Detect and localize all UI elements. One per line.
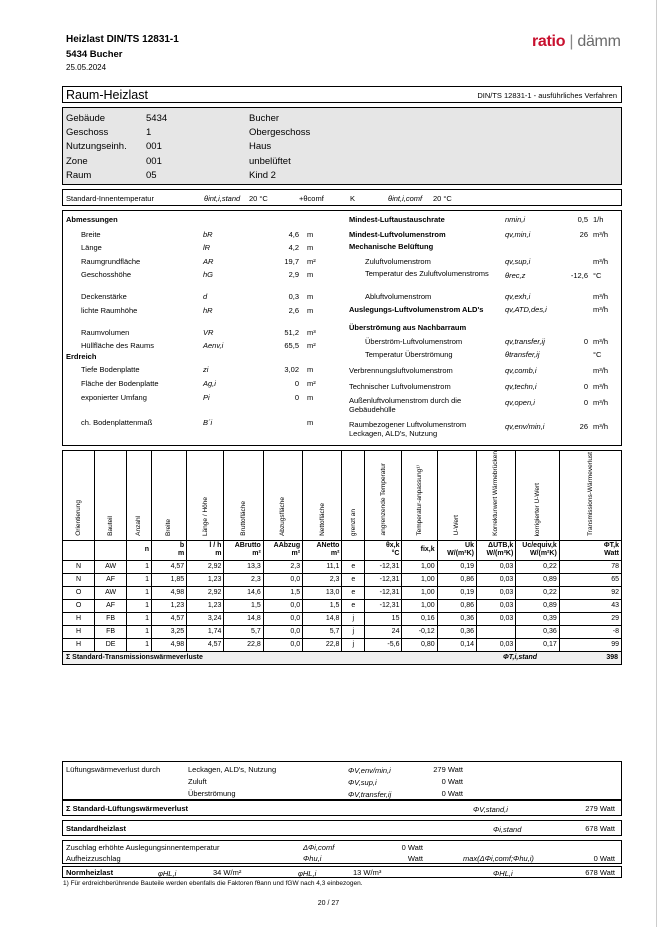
table-cell: H <box>63 638 95 651</box>
ventilation-value: 279 Watt <box>433 765 463 774</box>
dimension-symbol: B´i <box>203 418 213 427</box>
dimension-value: 4,2 <box>288 243 299 253</box>
table-cell: e <box>342 599 365 612</box>
table-unit: θx,k °C <box>365 540 402 560</box>
table-cell: 0,36 <box>516 625 559 638</box>
dimension-value: 3,02 <box>284 365 299 374</box>
table-cell: 65 <box>559 573 621 586</box>
table-cell: 0,89 <box>516 573 559 586</box>
ventilation-sum-value: 279 Watt <box>585 804 615 813</box>
dimension-symbol: AR <box>203 256 214 266</box>
table-cell: 1 <box>127 612 152 625</box>
table-cell: 4,98 <box>152 586 187 599</box>
ventilation-label: Lüftungswärmeverlust durch <box>66 765 161 774</box>
table-cell: 0,03 <box>476 560 515 573</box>
table-cell: 0,19 <box>437 560 476 573</box>
table-cell: 1,23 <box>152 599 187 612</box>
table-cell: 4,98 <box>152 638 187 651</box>
table-cell: -5,6 <box>365 638 402 651</box>
table-cell: j <box>342 638 365 651</box>
table-cell: 0,14 <box>437 638 476 651</box>
ventilation-sum-box <box>62 800 622 816</box>
footnote: 1) Für erdreichberührende Bauteile werden ebenfalls die Faktoren fθann und fGW nach 4,3 einbezogen. <box>63 880 363 887</box>
table-cell: 99 <box>559 638 621 651</box>
ventilation-symbol: ΦV,env/min,i <box>348 766 391 775</box>
dimension-symbol: hR <box>203 305 213 315</box>
table-cell: 1 <box>127 560 152 573</box>
dimension-value: 2,6 <box>288 305 299 315</box>
table-cell: 11,1 <box>303 560 342 573</box>
table-cell: 0,36 <box>437 625 476 638</box>
table-cell: -12,31 <box>365 586 402 599</box>
dimension-unit: m <box>307 305 314 315</box>
table-row <box>63 599 622 612</box>
table-cell: 13,0 <box>303 586 342 599</box>
table-cell: 1 <box>127 599 152 612</box>
table-cell: 0,80 <box>402 638 437 651</box>
table-cell: 0,17 <box>516 638 559 651</box>
dimension-symbol: Pi <box>203 393 210 402</box>
table-header: Temperatur-anpassung¹⁾ <box>402 451 437 541</box>
document-header <box>66 34 179 72</box>
table-unit: ANetto m² <box>303 540 342 560</box>
table-cell: H <box>63 612 95 625</box>
table-cell: 3,24 <box>187 612 224 625</box>
surcharge-value: Watt <box>407 854 423 863</box>
ventilation-item: Überströmung <box>188 789 236 798</box>
table-unit: l / h m <box>187 540 224 560</box>
table-cell: 14,8 <box>303 612 342 625</box>
dimension-unit: m³ <box>307 327 316 337</box>
table-cell: 2,92 <box>187 560 224 573</box>
table-cell: 0,22 <box>516 560 559 573</box>
table-cell: j <box>342 612 365 625</box>
table-cell: 1,00 <box>402 599 437 612</box>
table-cell: 14,8 <box>224 612 263 625</box>
ventilation-sum-symbol: ΦV,stand,i <box>473 805 508 814</box>
dimensions-box: Abmessungen Breite bR 4,6 m Länge lR 4,2 m Raumgrundfläche AR 19,7 m² Geschosshöhe hG 2,9 m Deckenstärke d 0,3 m lichte Raumhöhe hR 2,6 m Raumvolumen VR 51,2 m³ Hüllfläche des Raums Aenv,i 65,5 m² Erdreich Tiefe Bodenplatte zi 3,02 m Fläche der Bodenplatte Ag,i 0 m² exponierter Umfang Pi 0 m ch. Bodenplattenmaß B´i m Mindest-Luftaustauschrate nmin,i 0,5 1/h Mindest-Luftvolumenstrom qv,min,i 26 m³/h Mechanische Belüftung Zuluftvolumenstrom qv,sup,i m³/h Temperatur des Zuluftvolumenstroms θrec,z -12,6 °C Abluftvolumenstrom qv,exh,i m³/h Auslegungs-Luftvolumenstrom ALD's qv,ATD,des,i m³/h Überströmung aus Nachbarraum Überström-Luftvolumenstrom qv,transfer,ij 0 m³/h Temperatur Überströmung θtransfer,ij °C Verbrennungsluftvolumenstrom qv,comb,i m³/h Technischer Luftvolumenstrom qv,techn,i 0 m³/h Außenluftvolumenstrom durch die Gebäudehülle qv,open,i 0 m³/h Raumbezogener Luftvolumenstrom Leckagen, ALD's, Nutzung qv,env/min,i 26 m³/h <box>62 210 622 446</box>
table-unit: Uc/equiv,k W/(m²K) <box>516 540 559 560</box>
standard-temperature-row: Standard-Innentemperatur θint,i,stand 20 °C +θcomf K θint,i,comf 20 °C <box>62 189 622 206</box>
table-cell: 5,7 <box>224 625 263 638</box>
table-header: Korrekturwert Wärmebrücken <box>476 451 515 541</box>
table-row <box>63 560 622 573</box>
table-cell: 5,7 <box>303 625 342 638</box>
table-cell: 0,39 <box>516 612 559 625</box>
table-cell: -0,12 <box>402 625 437 638</box>
norm-value: 34 W/m² <box>213 868 242 877</box>
surcharge-symbol: ΔΦi,comf <box>303 843 335 852</box>
table-unit: AAbzug m² <box>263 540 302 560</box>
dimension-unit: m <box>307 243 314 253</box>
table-cell: 0,0 <box>263 638 302 651</box>
dimension-label: Fläche der Bodenplatte <box>81 379 159 388</box>
table-cell: -12,31 <box>365 573 402 586</box>
table-cell: AF <box>95 599 127 612</box>
table-unit: ΦT,k Watt <box>559 540 621 560</box>
table-cell: 22,8 <box>303 638 342 651</box>
table-unit: fix,k <box>402 540 437 560</box>
dimension-symbol: Aenv,i <box>203 341 224 351</box>
table-cell: 1 <box>127 638 152 651</box>
table-cell: -8 <box>559 625 621 638</box>
dimension-symbol: zi <box>203 365 209 374</box>
table-header: grenzt an <box>342 451 365 541</box>
table-cell: 14,6 <box>224 586 263 599</box>
table-header: U-Wert <box>437 451 476 541</box>
table-unit: b m <box>152 540 187 560</box>
norm-symbol: φHL,i <box>298 869 317 878</box>
table-cell: 1,5 <box>263 586 302 599</box>
transmission-table <box>62 450 622 665</box>
dimension-value: 0 <box>294 379 299 388</box>
table-header: Bauteil <box>95 451 127 541</box>
dimension-value: 19,7 <box>284 256 299 266</box>
surcharge-label: Zuschlag erhöhte Auslegungsinnentemperatur <box>66 843 220 852</box>
dimension-label: Deckenstärke <box>81 292 127 302</box>
ventilation-value: 0 Watt <box>441 777 463 786</box>
table-cell: 24 <box>365 625 402 638</box>
table-cell: 0,16 <box>402 612 437 625</box>
norm-symbol: ΦHL,i <box>493 869 513 878</box>
table-header: Transmissions-Wärmeverlust <box>559 451 621 541</box>
table-unit <box>95 540 127 560</box>
surcharge-max-symbol: max(ΔΦi,comf;Φhu,i) <box>463 854 534 863</box>
table-cell: 2,92 <box>187 586 224 599</box>
table-unit: n <box>127 540 152 560</box>
dimension-label: Länge <box>81 243 102 253</box>
table-row <box>63 612 622 625</box>
table-header: Nettofläche <box>303 451 342 541</box>
table-cell: 0,89 <box>516 599 559 612</box>
table-cell: 78 <box>559 560 621 573</box>
table-cell: 0,03 <box>476 612 515 625</box>
table-cell: 1 <box>127 573 152 586</box>
dimension-label: lichte Raumhöhe <box>81 305 138 315</box>
document-title: Heizlast DIN/TS 12831-1 <box>66 34 179 45</box>
norm-value: 13 W/m³ <box>353 868 382 877</box>
norm-heatload-box <box>62 866 622 878</box>
table-cell: 0,03 <box>476 573 515 586</box>
table-cell: AW <box>95 586 127 599</box>
ventilation-symbol: ΦV,transfer,ij <box>348 790 392 799</box>
surcharge-label: Aufheizzuschlag <box>66 854 121 863</box>
table-unit <box>342 540 365 560</box>
table-cell: 0,86 <box>437 599 476 612</box>
norm-heatload-value: 678 Watt <box>585 868 615 877</box>
table-cell: 1,23 <box>187 599 224 612</box>
table-row <box>63 586 622 599</box>
table-cell: FB <box>95 612 127 625</box>
table-cell: N <box>63 560 95 573</box>
dimension-label: ch. Bodenplattenmaß <box>81 418 153 427</box>
table-cell: 13,3 <box>224 560 263 573</box>
table-cell: FB <box>95 625 127 638</box>
dimension-unit: m <box>307 418 314 427</box>
ventilation-sum-label: Σ Standard-Lüftungswärmeverlust <box>66 804 189 813</box>
dimension-unit: m² <box>307 256 316 266</box>
page-number: 20 / 27 <box>317 900 340 907</box>
table-cell: 43 <box>559 599 621 612</box>
table-header: Anzahl <box>127 451 152 541</box>
table-cell: 1,00 <box>402 586 437 599</box>
info-values: Bucher Obergeschoss Haus unbelüftet Kind 2 <box>249 113 311 181</box>
table-row <box>63 625 622 638</box>
table-unit: ABrutto m² <box>224 540 263 560</box>
dimension-symbol: lR <box>203 243 211 253</box>
table-cell: N <box>63 573 95 586</box>
table-unit: Uk W/(m²K) <box>437 540 476 560</box>
surcharge-symbol: Φhu,i <box>303 854 322 863</box>
dimension-value: 0 <box>294 393 299 402</box>
dimension-value: 2,9 <box>288 269 299 279</box>
dimension-symbol: VR <box>203 327 214 337</box>
table-cell: 1,85 <box>152 573 187 586</box>
method-label: DIN/TS 12831-1 - ausführliches Verfahren <box>477 91 617 100</box>
table-cell: 0,22 <box>516 586 559 599</box>
table-header: angrenzende Temperatur <box>365 451 402 541</box>
table-header: korrigierter U-Wert <box>516 451 559 541</box>
norm-symbol: φHL,i <box>158 869 177 878</box>
table-cell: 0,03 <box>476 599 515 612</box>
table-cell: H <box>63 625 95 638</box>
table-cell: 92 <box>559 586 621 599</box>
table-cell: 0,0 <box>263 573 302 586</box>
table-cell: 1,00 <box>402 573 437 586</box>
dimension-unit: m <box>307 393 314 402</box>
transmission-sum-row: Σ Standard-Transmissionswärmeverluste ΦT,i,stand 398 <box>62 652 622 665</box>
table-cell: AW <box>95 560 127 573</box>
section-title-bar <box>62 86 622 103</box>
table-cell: 0,86 <box>437 573 476 586</box>
dimension-unit: m² <box>307 341 316 351</box>
table-cell: 1,23 <box>187 573 224 586</box>
info-codes: 5434 1 001 001 05 <box>146 113 168 181</box>
table-cell: O <box>63 586 95 599</box>
table-cell: AF <box>95 573 127 586</box>
dimension-value: 0,3 <box>288 292 299 302</box>
surcharge-max-value: 0 Watt <box>593 854 615 863</box>
abmessungen-heading: Abmessungen <box>66 215 118 224</box>
table-cell: 1 <box>127 586 152 599</box>
table-header: Orientierung <box>63 451 95 541</box>
dimension-symbol: d <box>203 292 208 302</box>
table-cell: 0,03 <box>476 638 515 651</box>
table-cell: -12,31 <box>365 560 402 573</box>
dimension-unit: m <box>307 365 314 374</box>
table-cell: 1 <box>127 625 152 638</box>
table-cell: O <box>63 599 95 612</box>
company-logo: ratio | dämm <box>532 33 621 50</box>
ventilation-value: 0 Watt <box>441 789 463 798</box>
ventilation-symbol: ΦV,sup,i <box>348 778 377 787</box>
info-labels: Gebäude Geschoss Nutzungseinh. Zone Raum <box>66 113 127 181</box>
dimension-label: Breite <box>81 230 101 239</box>
dimension-value: 65,5 <box>284 341 299 351</box>
table-row <box>63 638 622 651</box>
dimension-unit: m² <box>307 379 316 388</box>
table-cell: 0,0 <box>263 599 302 612</box>
table-cell: 1,5 <box>303 599 342 612</box>
dimension-symbol: bR <box>203 230 213 239</box>
table-cell: j <box>342 625 365 638</box>
table-cell: 3,25 <box>152 625 187 638</box>
ventilation-item: Zuluft <box>188 777 207 786</box>
dimension-label: Geschosshöhe <box>81 269 132 279</box>
room-info-box <box>62 107 622 185</box>
table-cell: 1,74 <box>187 625 224 638</box>
table-unit: ΔUTB,k W/(m²K) <box>476 540 515 560</box>
dimension-symbol: hG <box>203 269 214 279</box>
dimension-label: exponierter Umfang <box>81 393 147 402</box>
dimension-symbol: Ag,i <box>203 379 216 388</box>
standard-heatload-label: Standardheizlast <box>66 824 127 833</box>
table-cell: DE <box>95 638 127 651</box>
standard-heatload-symbol: Φi,stand <box>493 825 522 834</box>
surcharge-value: 0 Watt <box>401 843 423 852</box>
table-cell: 0,19 <box>437 586 476 599</box>
table-cell: e <box>342 560 365 573</box>
table-cell <box>476 625 515 638</box>
dimension-unit: m <box>307 230 314 239</box>
section-title: Raum-Heizlast <box>66 88 148 102</box>
dimension-label: Hüllfläche des Raums <box>81 341 154 351</box>
dimension-unit: m <box>307 292 314 302</box>
standard-heatload-box <box>62 820 622 836</box>
table-cell: 15 <box>365 612 402 625</box>
table-header: Abzugsfläche <box>263 451 302 541</box>
table-cell: e <box>342 586 365 599</box>
table-header: Länge / Höhe <box>187 451 224 541</box>
table-cell: 29 <box>559 612 621 625</box>
table-cell: 0,0 <box>263 612 302 625</box>
ventilation-loss-box <box>62 761 622 800</box>
table-cell: 22,8 <box>224 638 263 651</box>
table-cell: e <box>342 573 365 586</box>
table-cell: 0,03 <box>476 586 515 599</box>
table-cell: 1,00 <box>402 560 437 573</box>
dimension-value: 51,2 <box>284 327 299 337</box>
dimension-label: Raumgrundfläche <box>81 256 141 266</box>
table-header: Breite <box>152 451 187 541</box>
table-unit <box>63 540 95 560</box>
standard-heatload-value: 678 Watt <box>585 824 615 833</box>
dimension-unit: m <box>307 269 314 279</box>
table-cell: 4,57 <box>187 638 224 651</box>
document-date: 25.05.2024 <box>66 63 107 72</box>
surcharge-box <box>62 840 622 864</box>
table-row <box>63 573 622 586</box>
project-name: 5434 Bucher <box>66 49 123 60</box>
dimension-label: Raumvolumen <box>81 327 130 337</box>
table-cell: 2,3 <box>303 573 342 586</box>
dimension-label: Tiefe Bodenplatte <box>81 365 140 374</box>
table-cell: 2,3 <box>224 573 263 586</box>
table-cell: 2,3 <box>263 560 302 573</box>
table-cell: 4,57 <box>152 612 187 625</box>
table-header: Bruttofläche <box>224 451 263 541</box>
table-cell: 4,57 <box>152 560 187 573</box>
ventilation-item: Leckagen, ALD's, Nutzung <box>188 765 277 774</box>
table-cell: -12,31 <box>365 599 402 612</box>
table-cell: 0,0 <box>263 625 302 638</box>
dimension-value: 4,6 <box>288 230 299 239</box>
erdreich-heading: Erdreich <box>66 352 97 361</box>
table-cell: 1,5 <box>224 599 263 612</box>
norm-heatload-label: Normheizlast <box>66 868 114 877</box>
table-cell: 0,36 <box>437 612 476 625</box>
